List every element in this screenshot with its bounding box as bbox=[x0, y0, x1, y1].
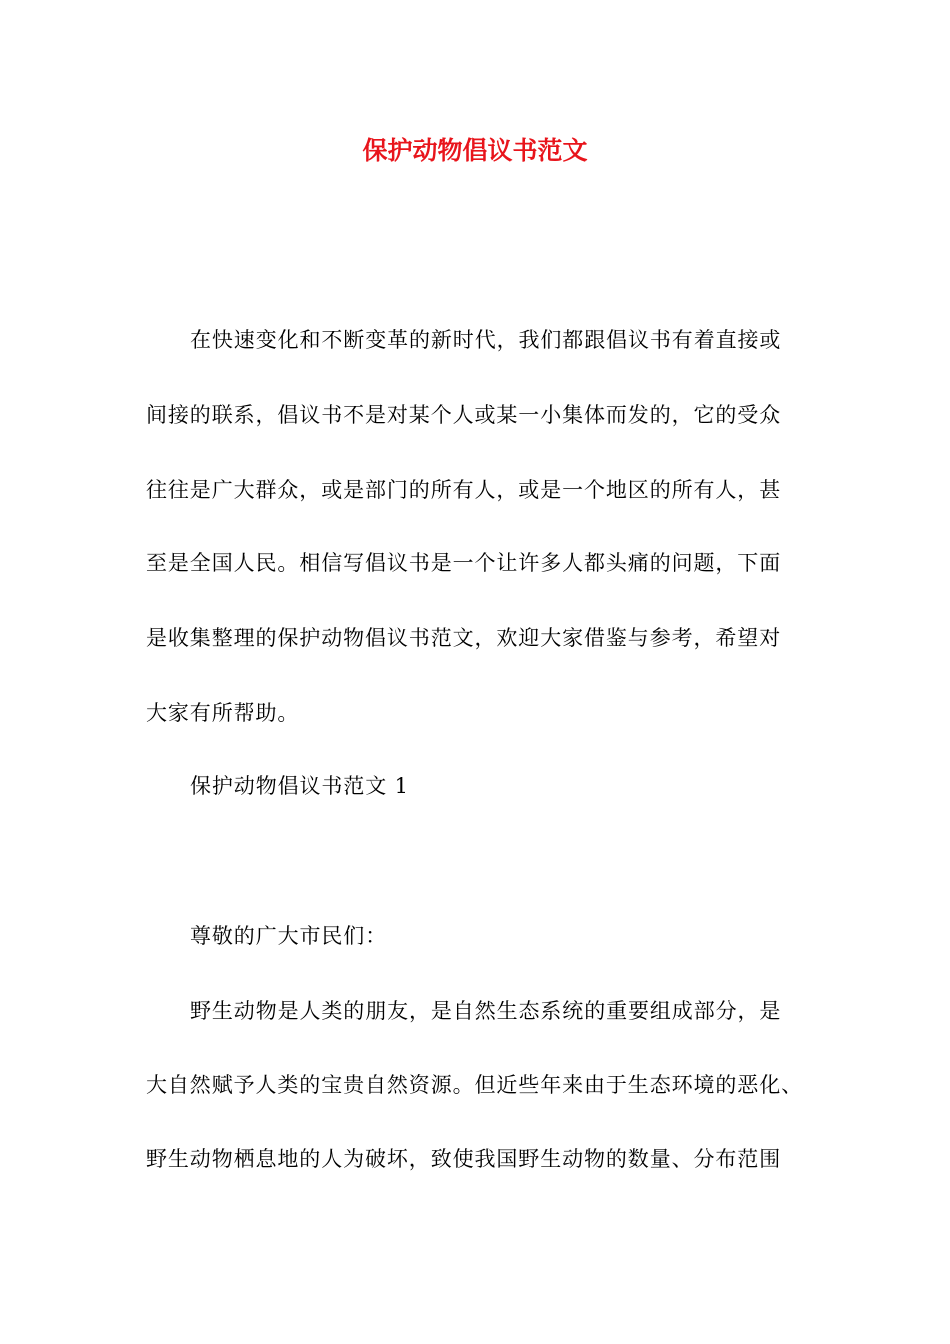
intro-line-1: 在快速变化和不断变革的新时代，我们都跟倡议书有着直接或 bbox=[190, 328, 782, 352]
body-line-2: 大自然赋予人类的宝贵自然资源。但近些年来由于生态环境的恶化、 bbox=[146, 1073, 803, 1097]
intro-line-4: 至是全国人民。相信写倡议书是一个让许多人都头痛的问题，下面 bbox=[146, 551, 782, 575]
section-heading: 保护动物倡议书范文 1 bbox=[190, 774, 409, 798]
intro-line-5: 是收集整理的保护动物倡议书范文，欢迎大家借鉴与参考，希望对 bbox=[146, 626, 782, 650]
intro-line-6: 大家有所帮助。 bbox=[146, 701, 300, 725]
intro-line-3: 往往是广大群众，或是部门的所有人，或是一个地区的所有人，甚 bbox=[146, 478, 782, 502]
body-line-1: 野生动物是人类的朋友，是自然生态系统的重要组成部分，是 bbox=[190, 999, 782, 1023]
intro-line-2: 间接的联系，倡议书不是对某个人或某一小集体而发的，它的受众 bbox=[146, 403, 782, 427]
body-line-3: 野生动物栖息地的人为破坏，致使我国野生动物的数量、分布范围 bbox=[146, 1147, 782, 1171]
salutation: 尊敬的广大市民们： bbox=[190, 924, 388, 948]
document-title: 保护动物倡议书范文 bbox=[362, 136, 588, 165]
